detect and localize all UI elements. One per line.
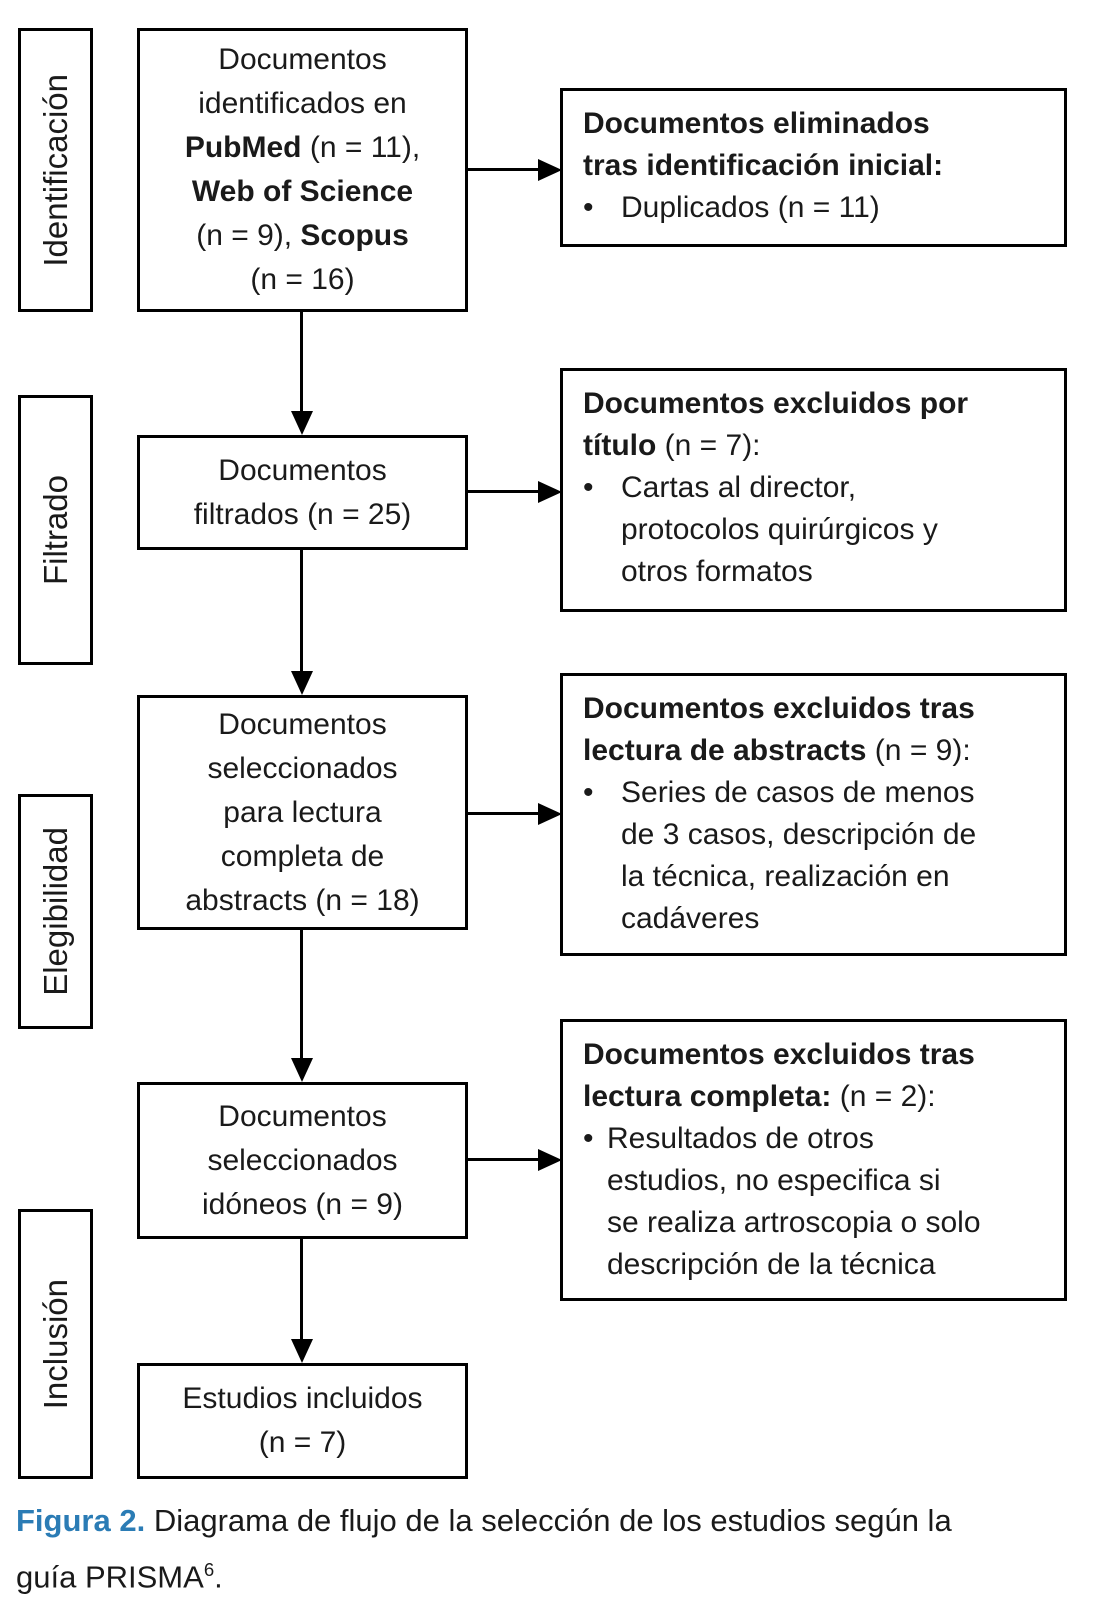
text-line: seleccionados <box>207 751 398 785</box>
bullet-item <box>583 1118 1050 1286</box>
text-line: (n = 16) <box>250 263 355 296</box>
text-line: Documentos eliminados <box>583 107 930 140</box>
arrow-shaft <box>468 490 540 493</box>
bullet-icon: • <box>583 471 594 504</box>
text-line: guía PRISMA$^6$. <box>16 1559 223 1595</box>
arrow-shaft <box>300 312 303 413</box>
text-line: Resultados de otros <box>607 1122 874 1155</box>
arrowhead-right-icon <box>538 159 562 181</box>
text-line: se realiza artroscopia o solo <box>607 1206 981 1239</box>
bullet-item <box>583 772 1050 940</box>
bullet-text <box>621 187 880 229</box>
stage-label-inclusion <box>18 1209 93 1479</box>
bullet-item <box>583 467 1050 593</box>
exclusion-box-fulltext-excluded <box>560 1019 1067 1301</box>
flow-box-included <box>137 1363 468 1479</box>
stage-label-text: Elegibilidad <box>36 827 74 996</box>
text-line: Documentos <box>218 707 387 741</box>
exclusion-header <box>583 103 1050 187</box>
arrowhead-down-icon <box>291 411 313 435</box>
exclusion-header <box>583 688 1050 772</box>
arrowhead-right-icon <box>538 803 562 825</box>
bullet-icon: • <box>583 776 594 809</box>
bullet-item <box>583 187 1050 229</box>
bullet-text <box>621 467 938 593</box>
text-line: completa de <box>220 839 385 873</box>
stage-label-text: Identificación <box>36 73 74 267</box>
text-line: Documentos excluidos por <box>583 387 969 420</box>
text-line: (n = 9), Scopus <box>196 219 409 252</box>
text-line: Cartas al director, <box>621 471 857 504</box>
arrowhead-down-icon <box>291 671 313 695</box>
text-line: identificados en <box>198 87 407 120</box>
flow-box-abstract-selection <box>137 695 468 930</box>
exclusion-header <box>583 1034 1050 1118</box>
text-line: seleccionados <box>207 1143 398 1177</box>
text-line: Figura 2. Diagrama de flujo de la selección de los estudios según la <box>16 1503 952 1538</box>
arrow-shaft <box>300 1239 303 1341</box>
text-line: descripción de la técnica <box>607 1248 936 1281</box>
text-line: la técnica, realización en <box>621 860 950 893</box>
arrow-shaft <box>300 930 303 1060</box>
text-line: Web of Science <box>191 175 414 208</box>
text-line: Series de casos de menos <box>621 776 975 809</box>
text-line: Documentos <box>218 1099 387 1133</box>
stage-label-elegibilidad <box>18 794 93 1029</box>
text-line: (n = 7) <box>258 1426 347 1459</box>
figure-caption <box>16 1496 1091 1601</box>
stage-label-identificacion <box>18 28 93 312</box>
text-line: de 3 casos, descripción de <box>621 818 977 851</box>
arrow-shaft <box>468 168 540 171</box>
arrowhead-down-icon <box>291 1339 313 1363</box>
text-line: idóneos (n = 9) <box>202 1187 403 1221</box>
text-line: Documentos <box>218 453 387 487</box>
stage-label-text: Inclusión <box>36 1278 74 1410</box>
exclusion-box-abstract-excluded <box>560 673 1067 956</box>
arrow-shaft <box>468 812 540 815</box>
text-line: Documentos excluidos tras <box>583 1038 975 1071</box>
arrow-shaft <box>300 550 303 673</box>
text-line: otros formatos <box>621 555 813 588</box>
bullet-icon: • <box>583 191 594 224</box>
flow-box-eligible <box>137 1082 468 1239</box>
text-line: abstracts (n = 18) <box>185 883 420 917</box>
text-line: Duplicados (n = 11) <box>621 191 880 224</box>
stage-label-text: Filtrado <box>36 474 74 586</box>
text-line: estudios, no especifica si <box>607 1164 941 1197</box>
text-line: Documentos <box>218 43 387 76</box>
exclusion-box-title-excluded <box>560 368 1067 612</box>
text-line: Documentos excluidos tras <box>583 692 975 725</box>
exclusion-box-initial-removed <box>560 88 1067 247</box>
text-line: tras identificación inicial: <box>583 149 944 182</box>
bullet-icon: • <box>583 1122 594 1155</box>
text-line: para lectura <box>223 795 382 829</box>
flow-box-identified <box>137 28 468 312</box>
text-line: cadáveres <box>621 902 760 935</box>
bullet-text <box>607 1118 981 1286</box>
arrowhead-down-icon <box>291 1058 313 1082</box>
stage-label-filtrado <box>18 395 93 665</box>
text-line: título (n = 7): <box>583 429 761 462</box>
text-line: protocolos quirúrgicos y <box>621 513 938 546</box>
text-line: Estudios incluidos <box>182 1382 423 1415</box>
text-line: lectura de abstracts (n = 9): <box>583 734 971 767</box>
bullet-text <box>621 772 976 940</box>
text-line: PubMed (n = 11), <box>184 131 421 164</box>
arrow-shaft <box>468 1158 540 1161</box>
text-line: filtrados (n = 25) <box>193 497 412 531</box>
arrowhead-right-icon <box>538 481 562 503</box>
text-line: lectura completa: (n = 2): <box>583 1080 936 1113</box>
arrowhead-right-icon <box>538 1149 562 1171</box>
exclusion-header <box>583 383 1050 467</box>
flow-box-filtered <box>137 435 468 550</box>
